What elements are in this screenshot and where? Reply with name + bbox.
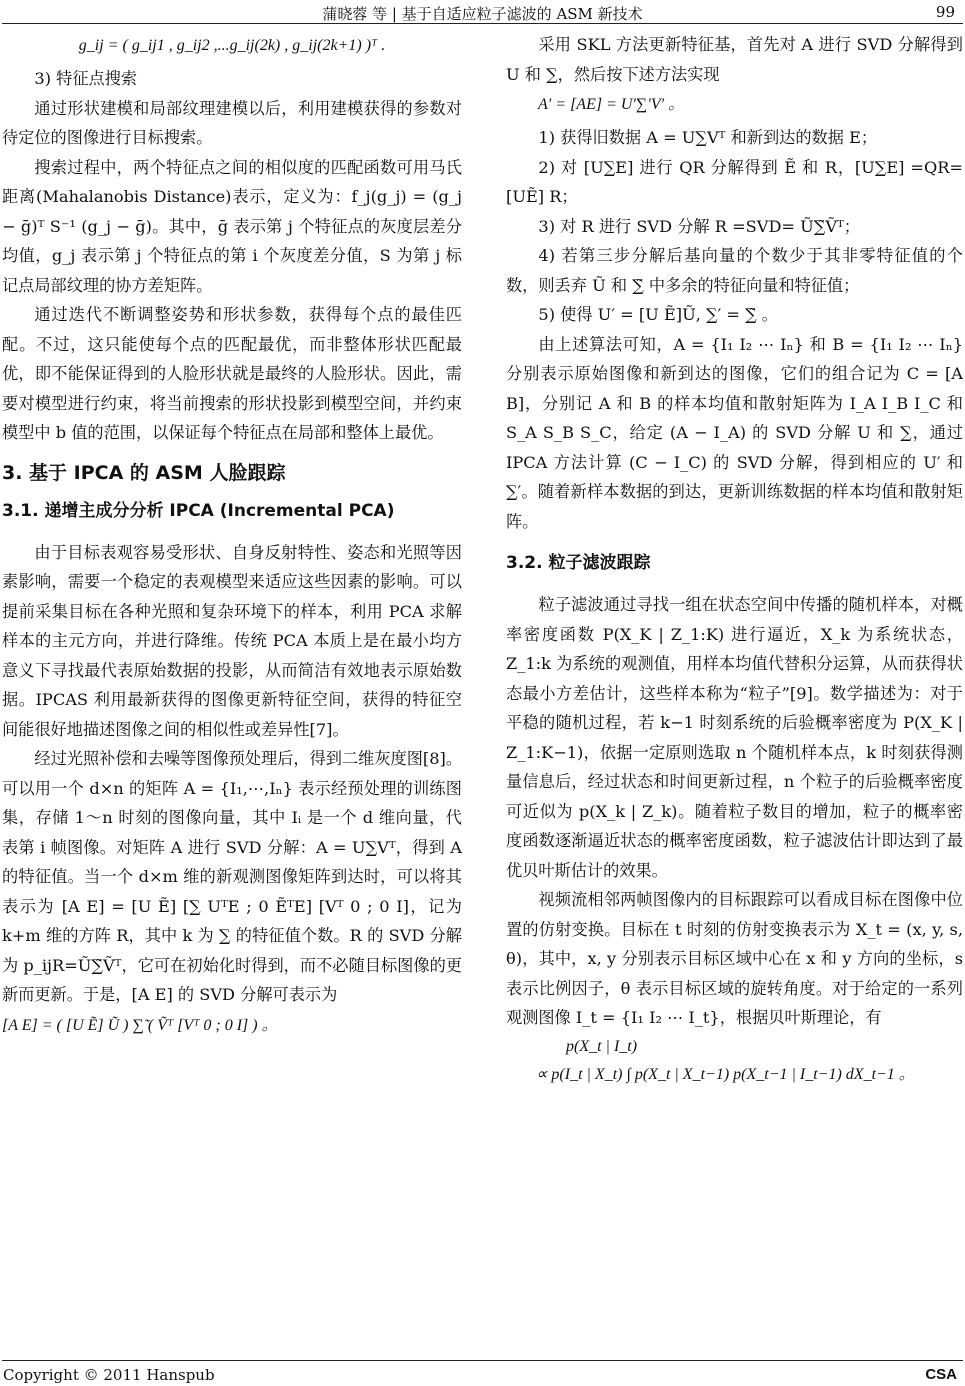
paragraph: 粒子滤波通过寻找一组在状态空间中传播的随机样本，对概率密度函数 P(X_K | Z_1:K) 进行逼近，X_k 为系统状态，Z_1:k 为系统的观测值，用样本均值代替积分运算，从而获得状态最小方差估计，这些样本称为“粒子”[9]。数学描述为：对于平稳的随机过程，若 k−1 时刻系统的后验概率密度为 P(X_K | Z_1:K−1)，依据一定原则选取 n 个随机样本点，k 时刻获得测量信息后，经过状态和时间更新过程，n 个粒子的后验概率密度可近似为 p(X_k | Z_k)。随着粒子数目的增加，粒子的概率密度函数逐渐逼近状态的概率密度函数，粒子滤波估计即达到了最优贝叶斯估计的效果。 bbox=[506, 595, 963, 880]
equation-bayes-lhs: p(X_t | I_t) bbox=[566, 1037, 638, 1055]
algorithm-step: 1) 获得旧数据 A = U∑Vᵀ 和新到达的数据 E； bbox=[538, 128, 878, 147]
footer-rule bbox=[2, 1360, 963, 1361]
paragraph: 由于目标表观容易受形状、自身反射特性、姿态和光照等因素影响，需要一个稳定的表观模型来适应这些因素的影响。可以提前采集目标在各种光照和复杂环境下的样本，利用 PCA 求解样本的主元方向，并进行降维。传统 PCA 本质上是在最小均方意义下寻找最代表原始数据的投影，从而简洁有效地表示原始数据。IPCAS 利用最新获得的图像更新特征空间，获得的特征空间能很好地描述图像之间的相似性或差异性[7]。 bbox=[2, 542, 462, 739]
paragraph: 通过迭代不断调整姿势和形状参数，获得每个点的最佳匹配。不过，这只能使每个点的匹配最优，而非整体形状匹配最优，即不能保证得到的人脸形状就是最终的人脸形状。因此，需要对模型进行约束，将当前搜索的形状投影到模型空间，并约束模型中 b 值的范围，以保证每个特征点在局部和整体上最优。 bbox=[2, 305, 462, 442]
equation-svd-update: [A E] = ( [U Ẽ] Ũ ) ∑̃ ( Ṽᵀ [Vᵀ 0 ; 0 I] ) 。 bbox=[2, 1016, 278, 1034]
algorithm-step: 3) 对 R 进行 SVD 分解 R =SVD= Ũ∑̃Ṽᵀ； bbox=[538, 216, 860, 236]
left-column bbox=[2, 30, 462, 1044]
paragraph: 视频流相邻两帧图像内的目标跟踪可以看成目标在图像中位置的仿射变换。目标在 t 时刻的仿射变换表示为 X_t = (x, y, s, θ)，其中，x, y 分别表示目标区域中心在 x 和 y 方向的坐标，s 表示比例因子，θ 表示目标区域的旋转角度。对于给定的一系列观测图像 I_t = {I₁ I₂ ⋯ I_t}，根据贝叶斯理论，有 bbox=[506, 890, 963, 1027]
paragraph: 由上述算法可知，A = {I₁ I₂ ⋯ Iₙ} 和 B = {I₁ I₂ ⋯ Iₙ} 分别表示原始图像和新到达的图像，它们的组合记为 C = [A B]，分别记 A 和 B 的样本均值和散射矩阵为 I_A I_B I_C 和 S_A S_B S_C，给定 (A − I_A) 的 SVD 分解 U 和 ∑，通过 IPCA 方法计算 (C − I_C) 的 SVD 分解，得到相应的 U′ 和 ∑′。随着新样本数据的到达，更新训练数据的样本均值和散射矩阵。 bbox=[506, 334, 963, 531]
algorithm-step: 2) 对 [U∑E] 进行 QR 分解得到 Ẽ 和 R，[U∑E] =QR= [UẼ] R； bbox=[506, 157, 963, 206]
paragraph: 搜索过程中，两个特征点之间的相似度的匹配函数可用马氏距离(Mahalanobis Distance)表示，定义为：f_j(g_j) = (g_j − ḡ)ᵀ S⁻¹ (g_j − ḡ)。其中，ḡ 表示第 j 个特征点的灰度层差分均值，g_j 表示第 j 个特征点的第 i 个灰度差分值，S 为第 j 标记点局部纹理的协方差矩阵。 bbox=[2, 157, 462, 295]
section-heading: 3. 基于 IPCA 的 ASM 人脸跟踪 bbox=[2, 461, 286, 484]
right-column bbox=[506, 30, 963, 1089]
page-footer bbox=[0, 1360, 965, 1386]
copyright: Copyright © 2011 Hanspub bbox=[3, 1366, 215, 1384]
subsection-feature-search: 3) 特征点搜索 bbox=[34, 69, 138, 88]
equation-bayes-rhs: ∝ p(I_t | X_t) ∫ p(X_t | X_t−1) p(X_t−1 | I_t−1) dX_t−1 。 bbox=[536, 1065, 915, 1083]
subsection-heading: 3.2. 粒子滤波跟踪 bbox=[506, 553, 651, 573]
equation-skl: A′ = [AE] = U′∑′V′ 。 bbox=[538, 96, 685, 113]
page-number: 99 bbox=[935, 3, 955, 21]
running-title: 蒲晓蓉 等 | 基于自适应粒子滤波的 ASM 新技术 bbox=[322, 5, 643, 23]
algorithm-step: 5) 使得 U′ = [U Ẽ]Ũ, ∑′ = ∑̃ 。 bbox=[538, 305, 778, 324]
header-rule bbox=[2, 23, 963, 24]
paragraph: 通过形状建模和局部纹理建模以后，利用建模获得的参数对待定位的图像进行目标搜索。 bbox=[2, 98, 462, 147]
page-header bbox=[0, 0, 965, 26]
paragraph: 经过光照补偿和去噪等图像预处理后，得到二维灰度图[8]。可以用一个 d×n 的矩阵 A = {I₁,⋯,Iₙ} 表示经预处理的训练图集，存储 1～n 时刻的图像向量，其中 Iᵢ 是一个 d 维向量，代表第 i 帧图像。对矩阵 A 进行 SVD 分解：A = U∑Vᵀ，得到 A 的特征值。当一个 d×m 维的新观测图像矩阵到达时，可以将其表示为 [A E] = [U Ẽ] [∑ UᵀE ; 0 ẼᵀE] [Vᵀ 0 ; 0 I]，记为 k+m 维的方阵 R，其中 k 为 ∑ 的特征值个数。R 的 SVD 分解为 p_ijR=Ũ∑̃Ṽᵀ，它可在初始化时得到，而不必随目标图像的更新而更新。于是，[A E] 的 SVD 分解可表示为 bbox=[2, 749, 463, 1004]
paragraph: 采用 SKL 方法更新特征基，首先对 A 进行 SVD 分解得到 U 和 ∑，然后按下述方法实现 bbox=[506, 35, 963, 84]
journal-abbrev: CSA bbox=[925, 1366, 957, 1383]
algorithm-step: 4) 若第三步分解后基向量的个数少于其非零特征值的个数，则丢弃 Ũ 和 ∑̃ 中多余的特征向量和特征值； bbox=[506, 246, 963, 295]
subsection-heading: 3.1. 递增主成分分析 IPCA (Incremental PCA) bbox=[2, 500, 395, 521]
equation-g-vector: g_ij = ( g_ij1 , g_ij2 ,...g_ij(2k) , g_ij(2k+1) )ᵀ . bbox=[78, 37, 386, 54]
